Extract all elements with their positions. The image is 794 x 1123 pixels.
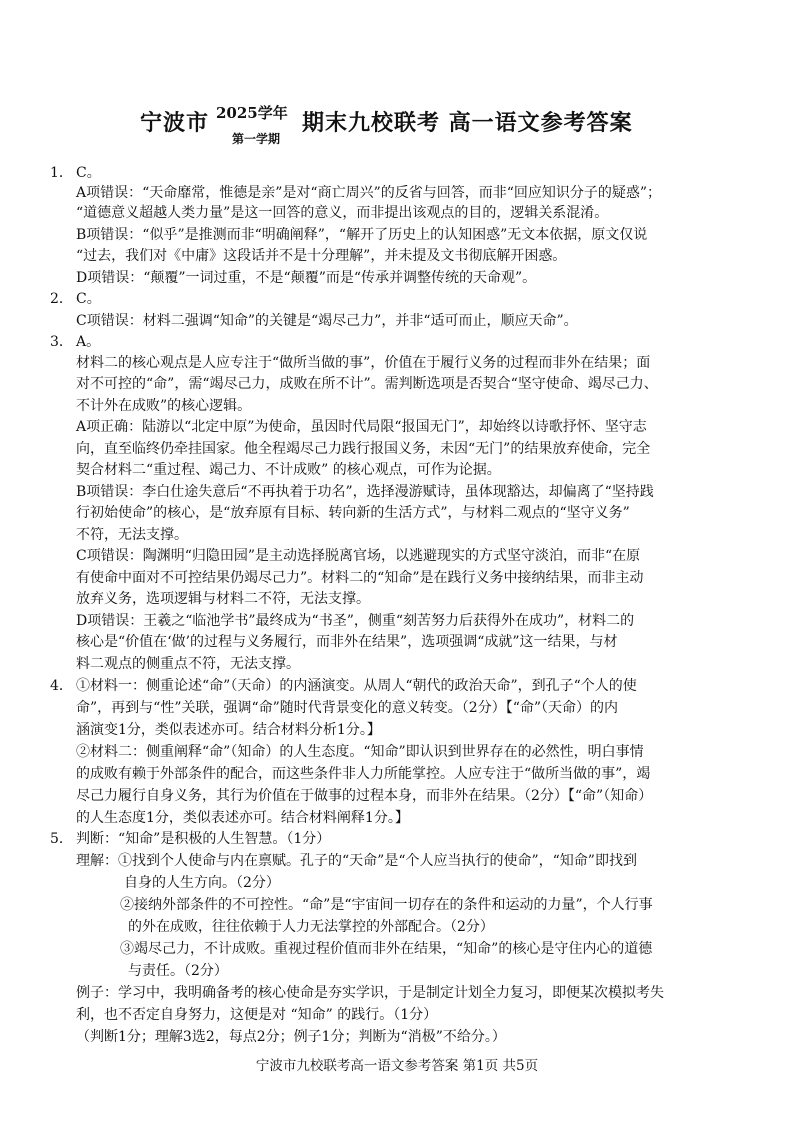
q3-option-b-line: 行初始使命”的核心，是“放弃原有目标、转向新的生活方式”，与材料二观点的“坚守义务”: [76, 505, 630, 521]
title-exam-name: 期末九校联考 高一语文参考答案: [302, 110, 633, 136]
q3-analysis-line: 不计外在成败”的核心逻辑。: [76, 398, 252, 414]
q5-understanding-line: 与责任。（2分）: [128, 963, 228, 979]
q3-option-d-line: 核心是“价值在‘做’的过程与义务履行，而非外在结果”，选项强调“成就”这一结果，与材: [76, 634, 618, 650]
q1-answer: C。: [76, 165, 101, 181]
q3-option-a-line: 契合材料二“重过程、竭己力、不计成败” 的核心观点，可作为论据。: [76, 462, 501, 478]
page-footer: 宁波市九校联考高一语文参考答案 第1页 共5页: [255, 1058, 539, 1074]
q5-scoring-note: （判断1分；理解3选2，每点2分；例子1分；判断为“消极”不给分。）: [76, 1029, 506, 1045]
title-year: 2025学年: [216, 104, 288, 122]
q3-option-d-line: 料二观点的侧重点不符，无法支撑。: [76, 656, 300, 672]
q1-option-d-line: D项错误：“颠覆”一词过重，不是“颠覆”而是“传承并调整传统的天命观”。: [76, 270, 537, 286]
q3-analysis-line: 对不可控的“命”，需“竭尽己力，成败在所不计”。需判断选项是否契合“坚守使命、竭尽己力、: [76, 376, 658, 392]
q3-option-d-line: D项错误：王羲之“临池学书”最终成为“书圣”，侧重“刻苦努力后获得外在成功”，材料二的: [76, 613, 635, 629]
q2-number: 2．: [50, 291, 73, 307]
q1-option-a-line: “道德意义超越人类力量”是这一回答的意义，而非提出该观点的目的，逻辑关系混淆。: [76, 205, 609, 221]
q1-number: 1．: [50, 165, 73, 181]
q5-judgment: 判断：“知命”是积极的人生智慧。（1分）: [76, 831, 331, 847]
q5-example-line: 利，也不否定自身努力，这便是对 “知命” 的践行。（1分）: [76, 1007, 438, 1023]
q3-option-b-line: B项错误：李白仕途失意后“不再执着于功名”，选择漫游赋诗，虽体现豁达，却偏离了“坚持践: [76, 484, 654, 500]
q4-point1-line: 涵演变1分，类似表述亦可。结合材料分析1分。】: [76, 722, 381, 738]
q5-understanding-line: 的外在成败，往往依赖于人力无法掌控的外部配合。（2分）: [128, 919, 494, 935]
q4-point1-line: ①材料一：侧重论述“命”（天命）的内涵演变。从周人“朝代的政治天命”，到孔子“个人的使: [76, 678, 637, 694]
q3-option-c-line: 有使命中面对不可控结果仍竭尽己力”。材料二的“知命”是在践行义务中接纳结果，而非主动: [76, 570, 644, 586]
q3-option-a-line: A项正确：陆游以“北定中原”为使命，虽因时代局限“报国无门”，却始终以诗歌抒怀、坚守志: [76, 419, 647, 435]
q5-number: 5．: [50, 831, 73, 847]
q3-option-a-line: 向，直至临终仍牵挂国家。他全程竭尽己力践行报国义务，未因“无门”的结果放弃使命，完全: [76, 441, 651, 457]
q5-understanding-line: ②接纳外部条件的不可控性。“命”是“宇宙间一切存在的条件和运动的力量”，个人行事: [120, 897, 653, 913]
q5-understanding-line: 理解：①找到个人使命与内在禀赋。孔子的“天命”是“个人应当执行的使命”，“知命”即找到: [76, 853, 637, 869]
q3-option-c-line: 放弃义务，选项逻辑与材料二不符，无法支撑。: [76, 591, 370, 607]
q4-point2-line: 的成败有赖于外部条件的配合，而这些条件非人力所能掌控。人应专注于“做所当做的事”，竭: [76, 766, 651, 782]
q4-point2-line: 的人生态度1分，类似表述亦可。结合材料阐释1分。】: [76, 810, 409, 826]
q4-number: 4．: [50, 678, 73, 694]
q5-understanding-line: 自身的人生方向。（2分）: [124, 875, 280, 891]
q1-option-b-line: “过去，我们对《中庸》这段话并不是十分理解”，并未提及文书彻底解开困惑。: [76, 248, 567, 264]
document-title: [0, 102, 794, 146]
q3-analysis-line: 材料二的核心观点是人应专注于“做所当做的事”，价值在于履行义务的过程而非外在结果；面: [76, 355, 651, 371]
q4-point1-line: 命”，再到与“性”关联，强调“命”随时代背景变化的意义转变。（2分）【“命”（天命）的内: [76, 700, 619, 716]
q5-example-line: 例子：学习中，我明确备考的核心使命是夯实学识，于是制定计划全力复习，即便某次模拟考失: [76, 985, 664, 1001]
q3-number: 3．: [50, 334, 73, 350]
q1-option-a-line: A项错误：“天命靡常，惟德是亲”是对“商亡周兴”的反省与回答，而非“回应知识分子的疑惑”；: [76, 185, 662, 201]
q3-answer: A。: [76, 334, 101, 350]
q3-option-b-line: 不符，无法支撑。: [76, 527, 188, 543]
title-city: 宁波市: [140, 110, 210, 136]
q2-answer: C。: [76, 291, 101, 307]
q3-option-c-line: C项错误：陶渊明“归隐田园”是主动选择脱离官场，以逃避现实的方式坚守淡泊，而非“在原: [76, 548, 641, 564]
q5-understanding-line: ③竭尽己力，不计成败。重视过程价值而非外在结果，“知命”的核心是守住内心的道德: [120, 941, 653, 957]
q2-option-c-line: C项错误：材料二强调“知命”的关键是“竭尽己力”，并非“适可而止，顺应天命”。: [76, 313, 578, 329]
q4-point2-line: 尽己力履行自身义务，其行为价值在于做事的过程本身，而非外在结果。（2分）【“命”（知命）: [76, 788, 653, 804]
title-term: 第一学期: [232, 132, 281, 146]
q1-option-b-line: B项错误：“似乎”是推测而非“明确阐释”，“解开了历史上的认知困惑”无文本依据，原文仅说: [76, 227, 648, 243]
q4-point2-line: ②材料二：侧重阐释“命”（知命）的人生态度。“知命”即认识到世界存在的必然性，明白事情: [76, 744, 644, 760]
